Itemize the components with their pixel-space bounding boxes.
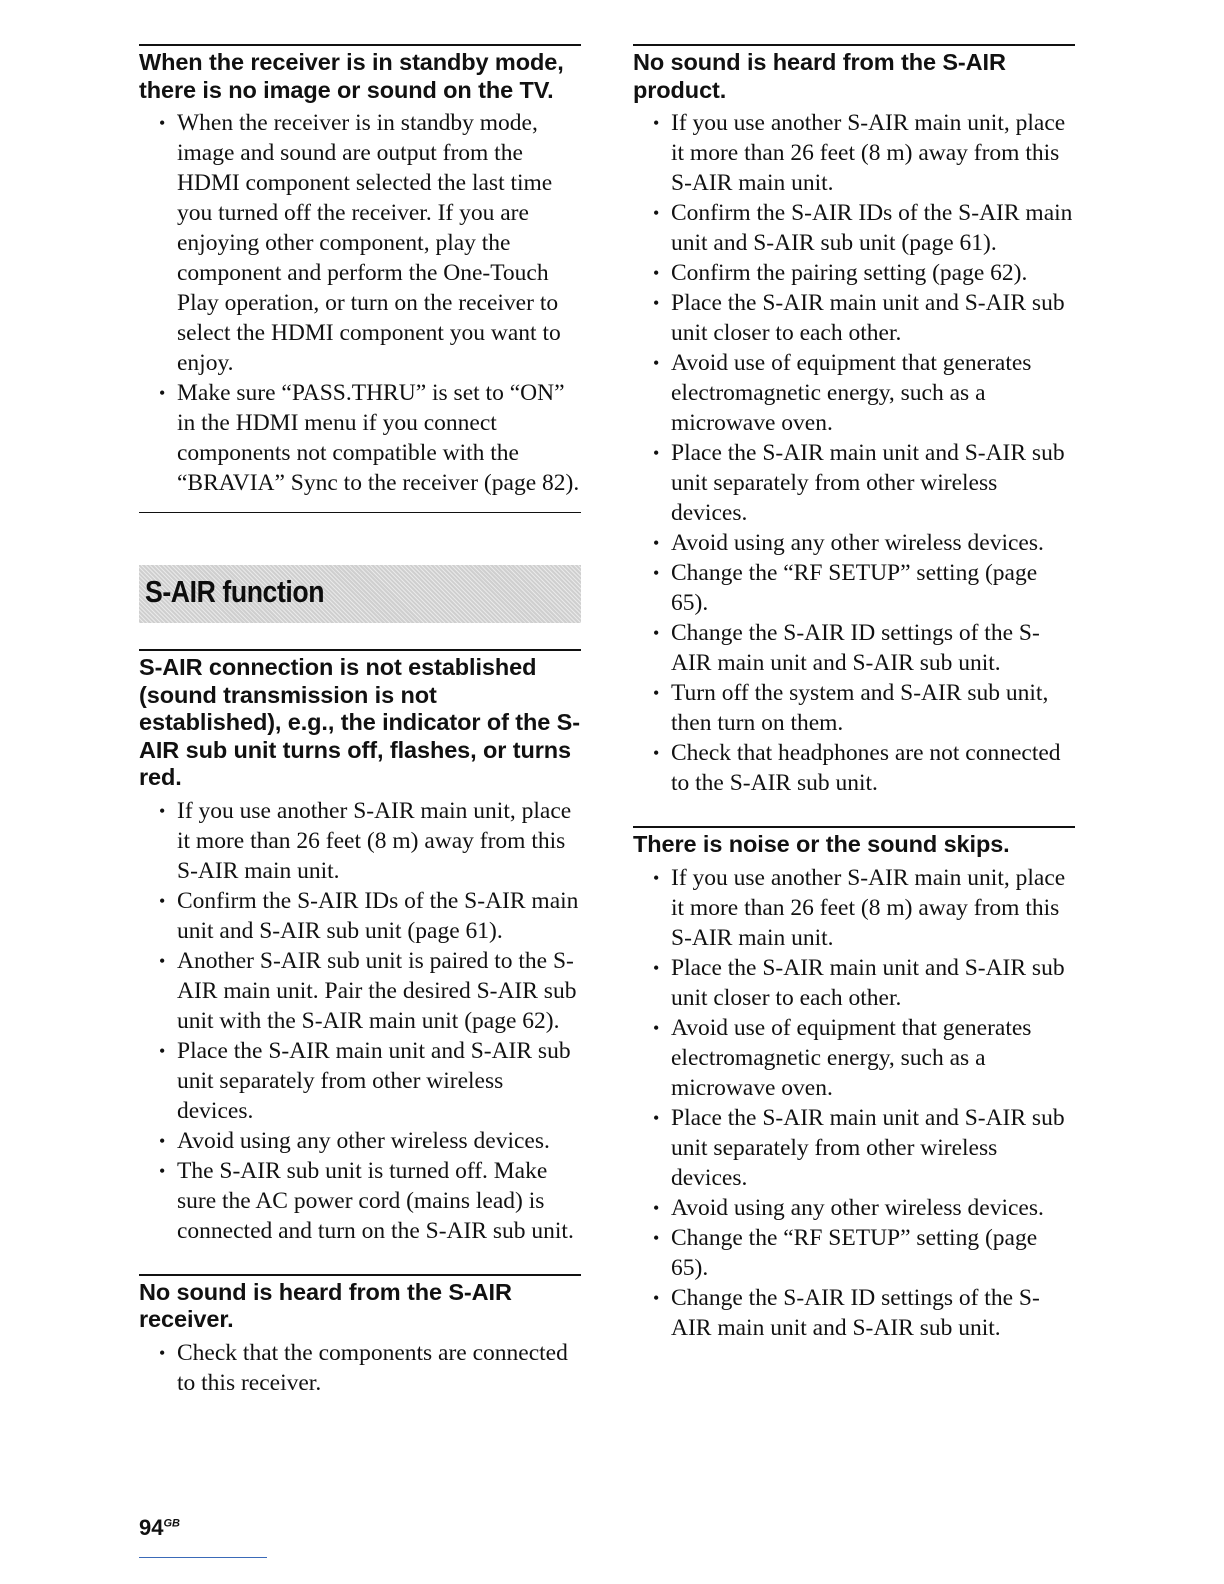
bullet-list — [633, 108, 1075, 798]
section-banner — [139, 565, 581, 623]
page-number-suffix: GB — [163, 1517, 180, 1530]
bullet-item: • Change the “RF SETUP” setting (page 65). — [653, 558, 1075, 618]
section-rule — [633, 826, 1075, 828]
right-column — [633, 44, 1075, 1343]
bullet-item: • Avoid using any other wireless devices. — [653, 528, 1075, 558]
bullet-item: • When the receiver is in standby mode, image and sound are output from the HDMI component selected the last time you turned off the receiver. If you are enjoying other component, play the component and perform the One-Touch Play operation, or turn on the receiver to select the HDMI component you want to enjoy. — [159, 108, 581, 378]
left-sections-before — [139, 44, 581, 513]
bullet-item: • Another S-AIR sub unit is paired to the S-AIR main unit. Pair the desired S-AIR sub unit with the S-AIR main unit (page 62). — [159, 946, 581, 1036]
bullet-item: • Confirm the S-AIR IDs of the S-AIR main unit and S-AIR sub unit (page 61). — [159, 886, 581, 946]
section-heading: No sound is heard from the S-AIR receiver. — [139, 1278, 512, 1332]
bullet-item: • Change the “RF SETUP” setting (page 65). — [653, 1223, 1075, 1283]
bullet-item: • Place the S-AIR main unit and S-AIR sub unit separately from other wireless devices. — [653, 438, 1075, 528]
bullet-item: • The S-AIR sub unit is turned off. Make sure the AC power cord (mains lead) is connected and turn on the S-AIR sub unit. — [159, 1156, 581, 1246]
page-number-value: 94 — [139, 1515, 164, 1540]
bullet-item: • Place the S-AIR main unit and S-AIR sub unit closer to each other. — [653, 288, 1075, 348]
footer-rule — [139, 1557, 267, 1558]
bullet-item: • Check that the components are connected to this receiver. — [159, 1338, 581, 1398]
banner-title: S-AIR function — [145, 574, 325, 609]
bullet-item: • Confirm the S-AIR IDs of the S-AIR main unit and S-AIR sub unit (page 61). — [653, 198, 1075, 258]
left-column — [139, 44, 581, 1398]
bullet-item: • Avoid use of equipment that generates electromagnetic energy, such as a microwave oven. — [653, 1013, 1075, 1103]
bullet-item: • Avoid using any other wireless devices. — [653, 1193, 1075, 1223]
bullet-item: • Avoid use of equipment that generates electromagnetic energy, such as a microwave oven. — [653, 348, 1075, 438]
bullet-item: • Place the S-AIR main unit and S-AIR sub unit closer to each other. — [653, 953, 1075, 1013]
bullet-item: • If you use another S-AIR main unit, place it more than 26 feet (8 m) away from this S-AIR main unit. — [653, 863, 1075, 953]
section-rule — [139, 1274, 581, 1276]
bullet-item: • Make sure “PASS.THRU” is set to “ON” in the HDMI menu if you connect components not compatible with the “BRAVIA” Sync to the receiver (page 82). — [159, 378, 581, 498]
left-sections-after — [139, 649, 581, 1398]
bullet-item: • If you use another S-AIR main unit, place it more than 26 feet (8 m) away from this S-AIR main unit. — [653, 108, 1075, 198]
section-end-rule — [139, 512, 581, 513]
bullet-item: • If you use another S-AIR main unit, place it more than 26 feet (8 m) away from this S-AIR main unit. — [159, 796, 581, 886]
bullet-list — [633, 863, 1075, 1343]
bullet-item: • Avoid using any other wireless devices. — [159, 1126, 581, 1156]
bullet-list — [139, 1338, 581, 1398]
bullet-list — [139, 796, 581, 1246]
bullet-list — [139, 108, 581, 498]
bullet-item: • Turn off the system and S-AIR sub unit, then turn on them. — [653, 678, 1075, 738]
right-sections — [633, 44, 1075, 1343]
section-heading: When the receiver is in standby mode, there is no image or sound on the TV. — [139, 49, 564, 103]
section-heading: There is noise or the sound skips. — [633, 831, 1010, 857]
bullet-item: • Place the S-AIR main unit and S-AIR sub unit separately from other wireless devices. — [653, 1103, 1075, 1193]
bullet-item: • Place the S-AIR main unit and S-AIR sub unit separately from other wireless devices. — [159, 1036, 581, 1126]
page-number — [139, 1515, 180, 1541]
section-rule — [139, 649, 581, 651]
bullet-item: • Change the S-AIR ID settings of the S-AIR main unit and S-AIR sub unit. — [653, 1283, 1075, 1343]
section-heading: No sound is heard from the S-AIR product. — [633, 49, 1006, 103]
section-rule — [139, 44, 581, 46]
bullet-item: • Check that headphones are not connected to the S-AIR sub unit. — [653, 738, 1075, 798]
bullet-item: • Confirm the pairing setting (page 62). — [653, 258, 1075, 288]
section-heading: S-AIR connection is not established (sound transmission is not established), e.g., the indicator of the S-AIR sub unit turns off, flashes, or turns red. — [139, 654, 580, 790]
section-rule — [633, 44, 1075, 46]
bullet-item: • Change the S-AIR ID settings of the S-AIR main unit and S-AIR sub unit. — [653, 618, 1075, 678]
